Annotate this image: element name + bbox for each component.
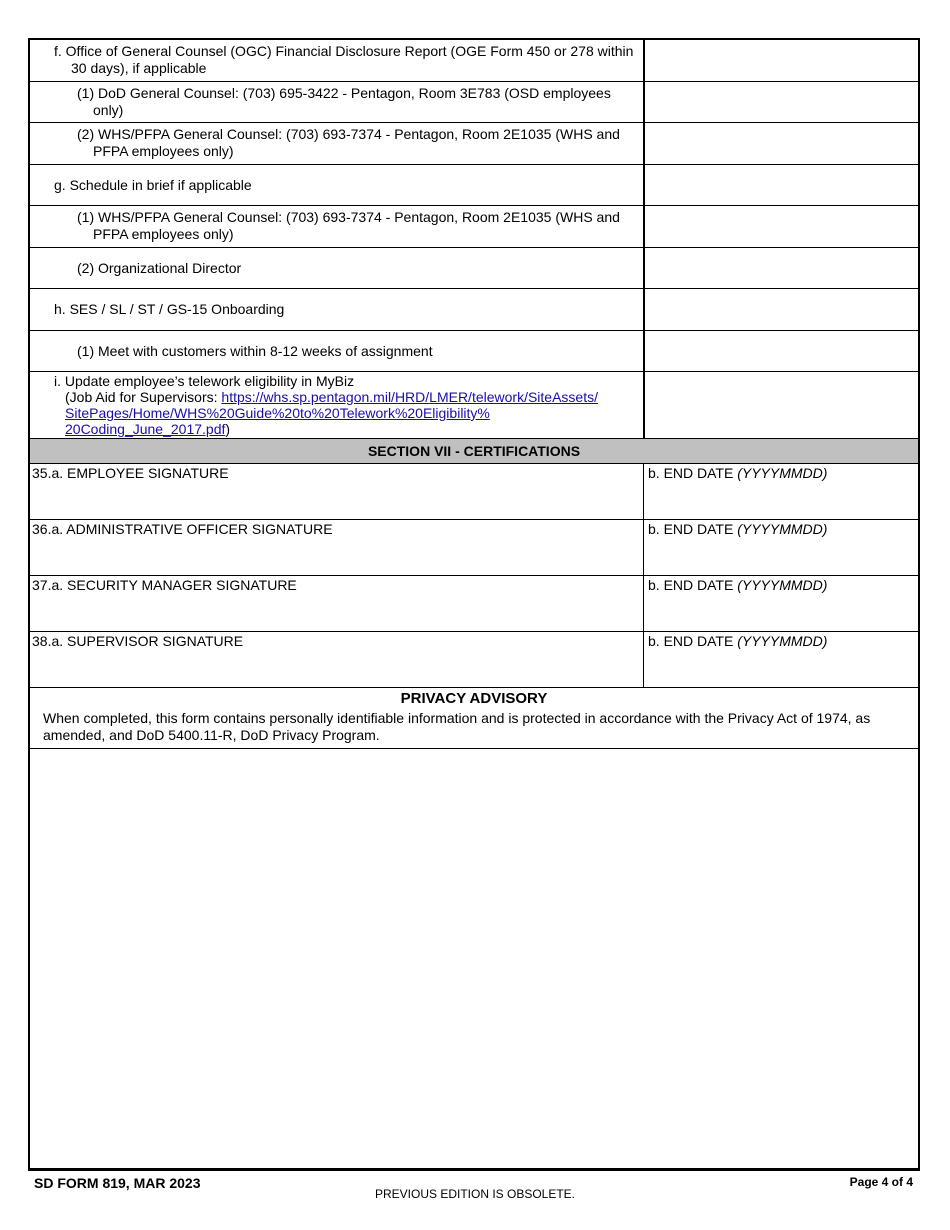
row-g1-label: (1) WHS/PFPA General Counsel: (703) 693-7374 - Pentagon, Room 2E1035 (WHS and	[77, 209, 620, 225]
row-h1-label: (1) Meet with customers within 8-12 weeks of assignment	[77, 343, 433, 359]
row-i-jobaid	[65, 389, 598, 405]
privacy-advisory-line2: amended, and DoD 5400.11-R, DoD Privacy Program.	[43, 727, 380, 743]
checklist-row-h1	[30, 331, 918, 372]
privacy-advisory	[30, 688, 918, 749]
end-date-label: b. END DATE	[648, 633, 738, 649]
security-manager-signature-label: 37.a. SECURITY MANAGER SIGNATURE	[32, 577, 297, 593]
security-manager-signature-row	[30, 576, 918, 632]
checklist-row-g1	[30, 206, 918, 248]
end-date-format: (YYYYMMDD)	[737, 521, 828, 537]
checklist-row-h	[30, 289, 918, 331]
checklist-row-g2	[30, 248, 918, 289]
telework-guide-link-end[interactable]: 20Coding_June_2017.pdf	[65, 421, 226, 437]
form-frame	[28, 38, 920, 1171]
response-column-divider	[644, 40, 645, 439]
row-i-label: i. Update employee’s telework eligibility in MyBiz	[54, 373, 355, 389]
admin-officer-signature-field[interactable]	[30, 520, 644, 575]
checklist-row-f1	[30, 82, 918, 123]
row-f2-label: (2) WHS/PFPA General Counsel: (703) 693-7374 - Pentagon, Room 2E1035 (WHS and	[77, 126, 620, 142]
end-date-format: (YYYYMMDD)	[737, 465, 828, 481]
row-h-label: h. SES / SL / ST / GS-15 Onboarding	[54, 301, 285, 317]
employee-signature-label: 35.a. EMPLOYEE SIGNATURE	[32, 465, 229, 481]
row-f1-label: (1) DoD General Counsel: (703) 695-3422 - Pentagon, Room 3E783 (OSD employees	[77, 85, 611, 101]
security-manager-end-date-field[interactable]	[648, 577, 827, 593]
admin-officer-signature-row	[30, 520, 918, 576]
row-f-label: f. Office of General Counsel (OGC) Financial Disclosure Report (OGE Form 450 or 278 within	[54, 43, 634, 59]
row-g2-label: (2) Organizational Director	[77, 260, 242, 276]
row-f-label-cont: 30 days), if applicable	[71, 60, 207, 76]
employee-signature-row	[30, 464, 918, 520]
checklist-row-f2	[30, 123, 918, 165]
end-date-format: (YYYYMMDD)	[737, 633, 828, 649]
page-number: Page 4 of 4	[849, 1175, 913, 1189]
end-date-format: (YYYYMMDD)	[737, 577, 828, 593]
checklist-row-f	[30, 40, 918, 82]
supervisor-end-date-field[interactable]	[648, 633, 827, 649]
end-date-label: b. END DATE	[648, 521, 738, 537]
employee-signature-field[interactable]	[30, 464, 644, 519]
supervisor-signature-field[interactable]	[30, 632, 644, 687]
end-date-label: b. END DATE	[648, 465, 738, 481]
employee-end-date-field[interactable]	[648, 465, 827, 481]
admin-officer-signature-label: 36.a. ADMINISTRATIVE OFFICER SIGNATURE	[32, 521, 333, 537]
section-vii-header: SECTION VII - CERTIFICATIONS	[30, 439, 918, 464]
privacy-advisory-line1: When completed, this form contains personally identifiable information and is protected in accordance with the Privacy Act of 1974, as	[43, 710, 871, 726]
telework-guide-link-cont[interactable]: SitePages/Home/WHS%20Guide%20to%20Telework%20Eligibility%	[65, 405, 490, 421]
checklist-row-i	[30, 372, 918, 439]
row-g1-label-cont: PFPA employees only)	[93, 226, 234, 242]
edition-notice: PREVIOUS EDITION IS OBSOLETE.	[374, 1187, 576, 1201]
jobaid-suffix: )	[225, 421, 231, 437]
supervisor-signature-label: 38.a. SUPERVISOR SIGNATURE	[32, 633, 244, 649]
jobaid-prefix: (Job Aid for Supervisors:	[65, 389, 222, 405]
row-f2-label-cont: PFPA employees only)	[93, 143, 234, 159]
form-id: SD FORM 819, MAR 2023	[34, 1175, 201, 1191]
privacy-advisory-title: PRIVACY ADVISORY	[400, 690, 548, 707]
end-date-label: b. END DATE	[648, 577, 738, 593]
supervisor-signature-row	[30, 632, 918, 688]
row-f1-label-cont: only)	[93, 102, 124, 118]
security-manager-signature-field[interactable]	[30, 576, 644, 631]
admin-officer-end-date-field[interactable]	[648, 521, 827, 537]
row-g-label: g. Schedule in brief if applicable	[54, 177, 252, 193]
telework-guide-link[interactable]: https://whs.sp.pentagon.mil/HRD/LMER/telework/SiteAssets/	[221, 389, 598, 405]
checklist-row-g	[30, 165, 918, 206]
